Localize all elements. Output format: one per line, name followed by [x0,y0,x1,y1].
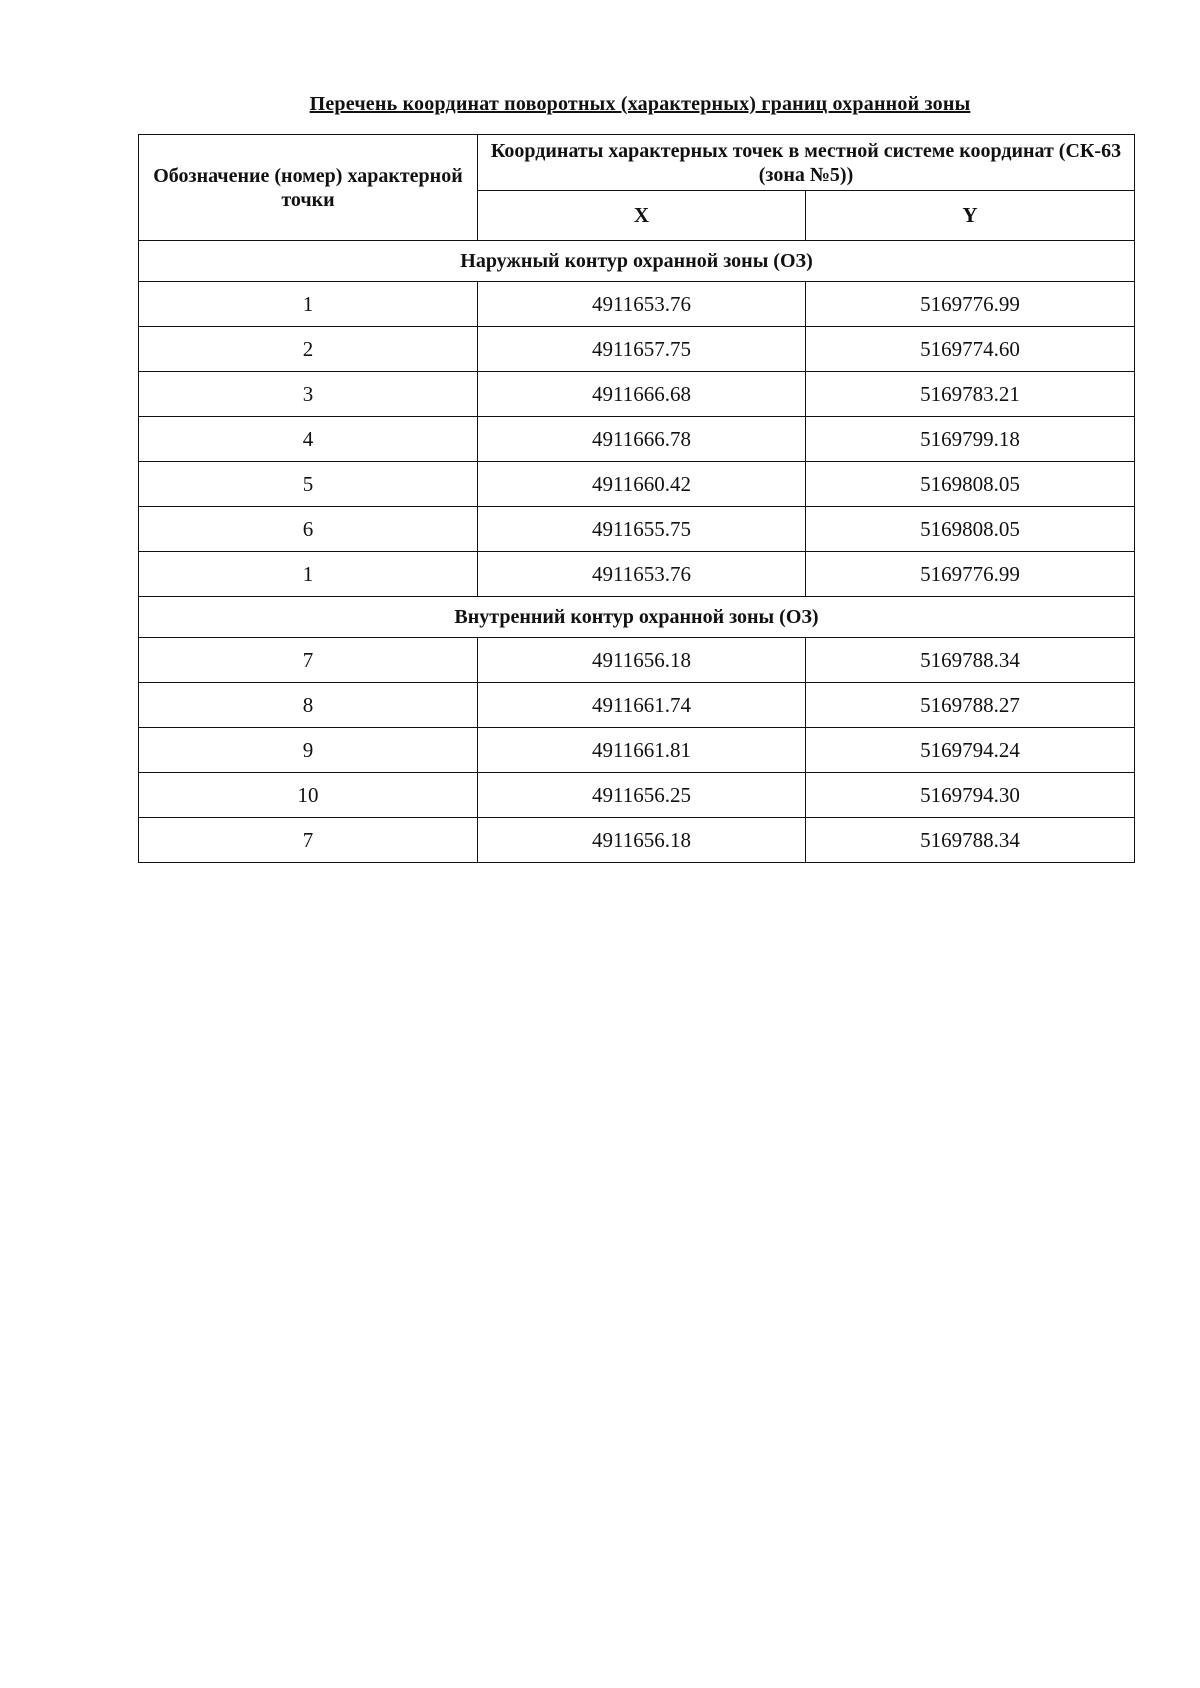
y-coordinate: 5169808.05 [806,462,1135,507]
point-number: 7 [139,638,478,683]
section-title: Наружный контур охранной зоны (ОЗ) [139,241,1135,282]
table-row [139,462,1135,507]
table-row [139,683,1135,728]
table-row [139,327,1135,372]
point-number: 2 [139,327,478,372]
table-row [139,507,1135,552]
y-coordinate: 5169788.34 [806,818,1135,863]
x-coordinate: 4911653.76 [478,552,806,597]
page-title: Перечень координат поворотных (характерных) границ охранной зоны [309,93,971,115]
y-column-header: Y [806,191,1135,241]
point-number: 5 [139,462,478,507]
x-coordinate: 4911666.78 [478,417,806,462]
coords-group-header: Координаты характерных точек в местной системе координат (СК-63 (зона №5)) [478,135,1135,191]
point-number: 4 [139,417,478,462]
y-coordinate: 5169776.99 [806,282,1135,327]
table-row [139,638,1135,683]
point-number: 9 [139,728,478,773]
point-column-header: Обозначение (номер) характерной точки [139,135,478,241]
x-coordinate: 4911661.74 [478,683,806,728]
table-row [139,728,1135,773]
x-coordinate: 4911661.81 [478,728,806,773]
y-coordinate: 5169788.34 [806,638,1135,683]
table-row [139,372,1135,417]
y-coordinate: 5169788.27 [806,683,1135,728]
point-number: 7 [139,818,478,863]
x-coordinate: 4911660.42 [478,462,806,507]
point-number: 3 [139,372,478,417]
table-row [139,282,1135,327]
section-title: Внутренний контур охранной зоны (ОЗ) [139,597,1135,638]
x-coordinate: 4911666.68 [478,372,806,417]
table-row [139,818,1135,863]
table-body [139,241,1135,863]
x-column-header: X [478,191,806,241]
y-coordinate: 5169783.21 [806,372,1135,417]
x-coordinate: 4911656.18 [478,638,806,683]
y-coordinate: 5169794.24 [806,728,1135,773]
y-coordinate: 5169774.60 [806,327,1135,372]
y-coordinate: 5169794.30 [806,773,1135,818]
point-number: 1 [139,282,478,327]
table-row [139,417,1135,462]
x-coordinate: 4911655.75 [478,507,806,552]
table-row [139,773,1135,818]
point-number: 6 [139,507,478,552]
section-header-row [139,241,1135,282]
coordinates-table [138,134,1135,863]
point-number: 1 [139,552,478,597]
y-coordinate: 5169808.05 [806,507,1135,552]
x-coordinate: 4911656.25 [478,773,806,818]
x-coordinate: 4911653.76 [478,282,806,327]
table-row [139,552,1135,597]
point-number: 10 [139,773,478,818]
y-coordinate: 5169799.18 [806,417,1135,462]
x-coordinate: 4911656.18 [478,818,806,863]
section-header-row [139,597,1135,638]
point-number: 8 [139,683,478,728]
y-coordinate: 5169776.99 [806,552,1135,597]
x-coordinate: 4911657.75 [478,327,806,372]
